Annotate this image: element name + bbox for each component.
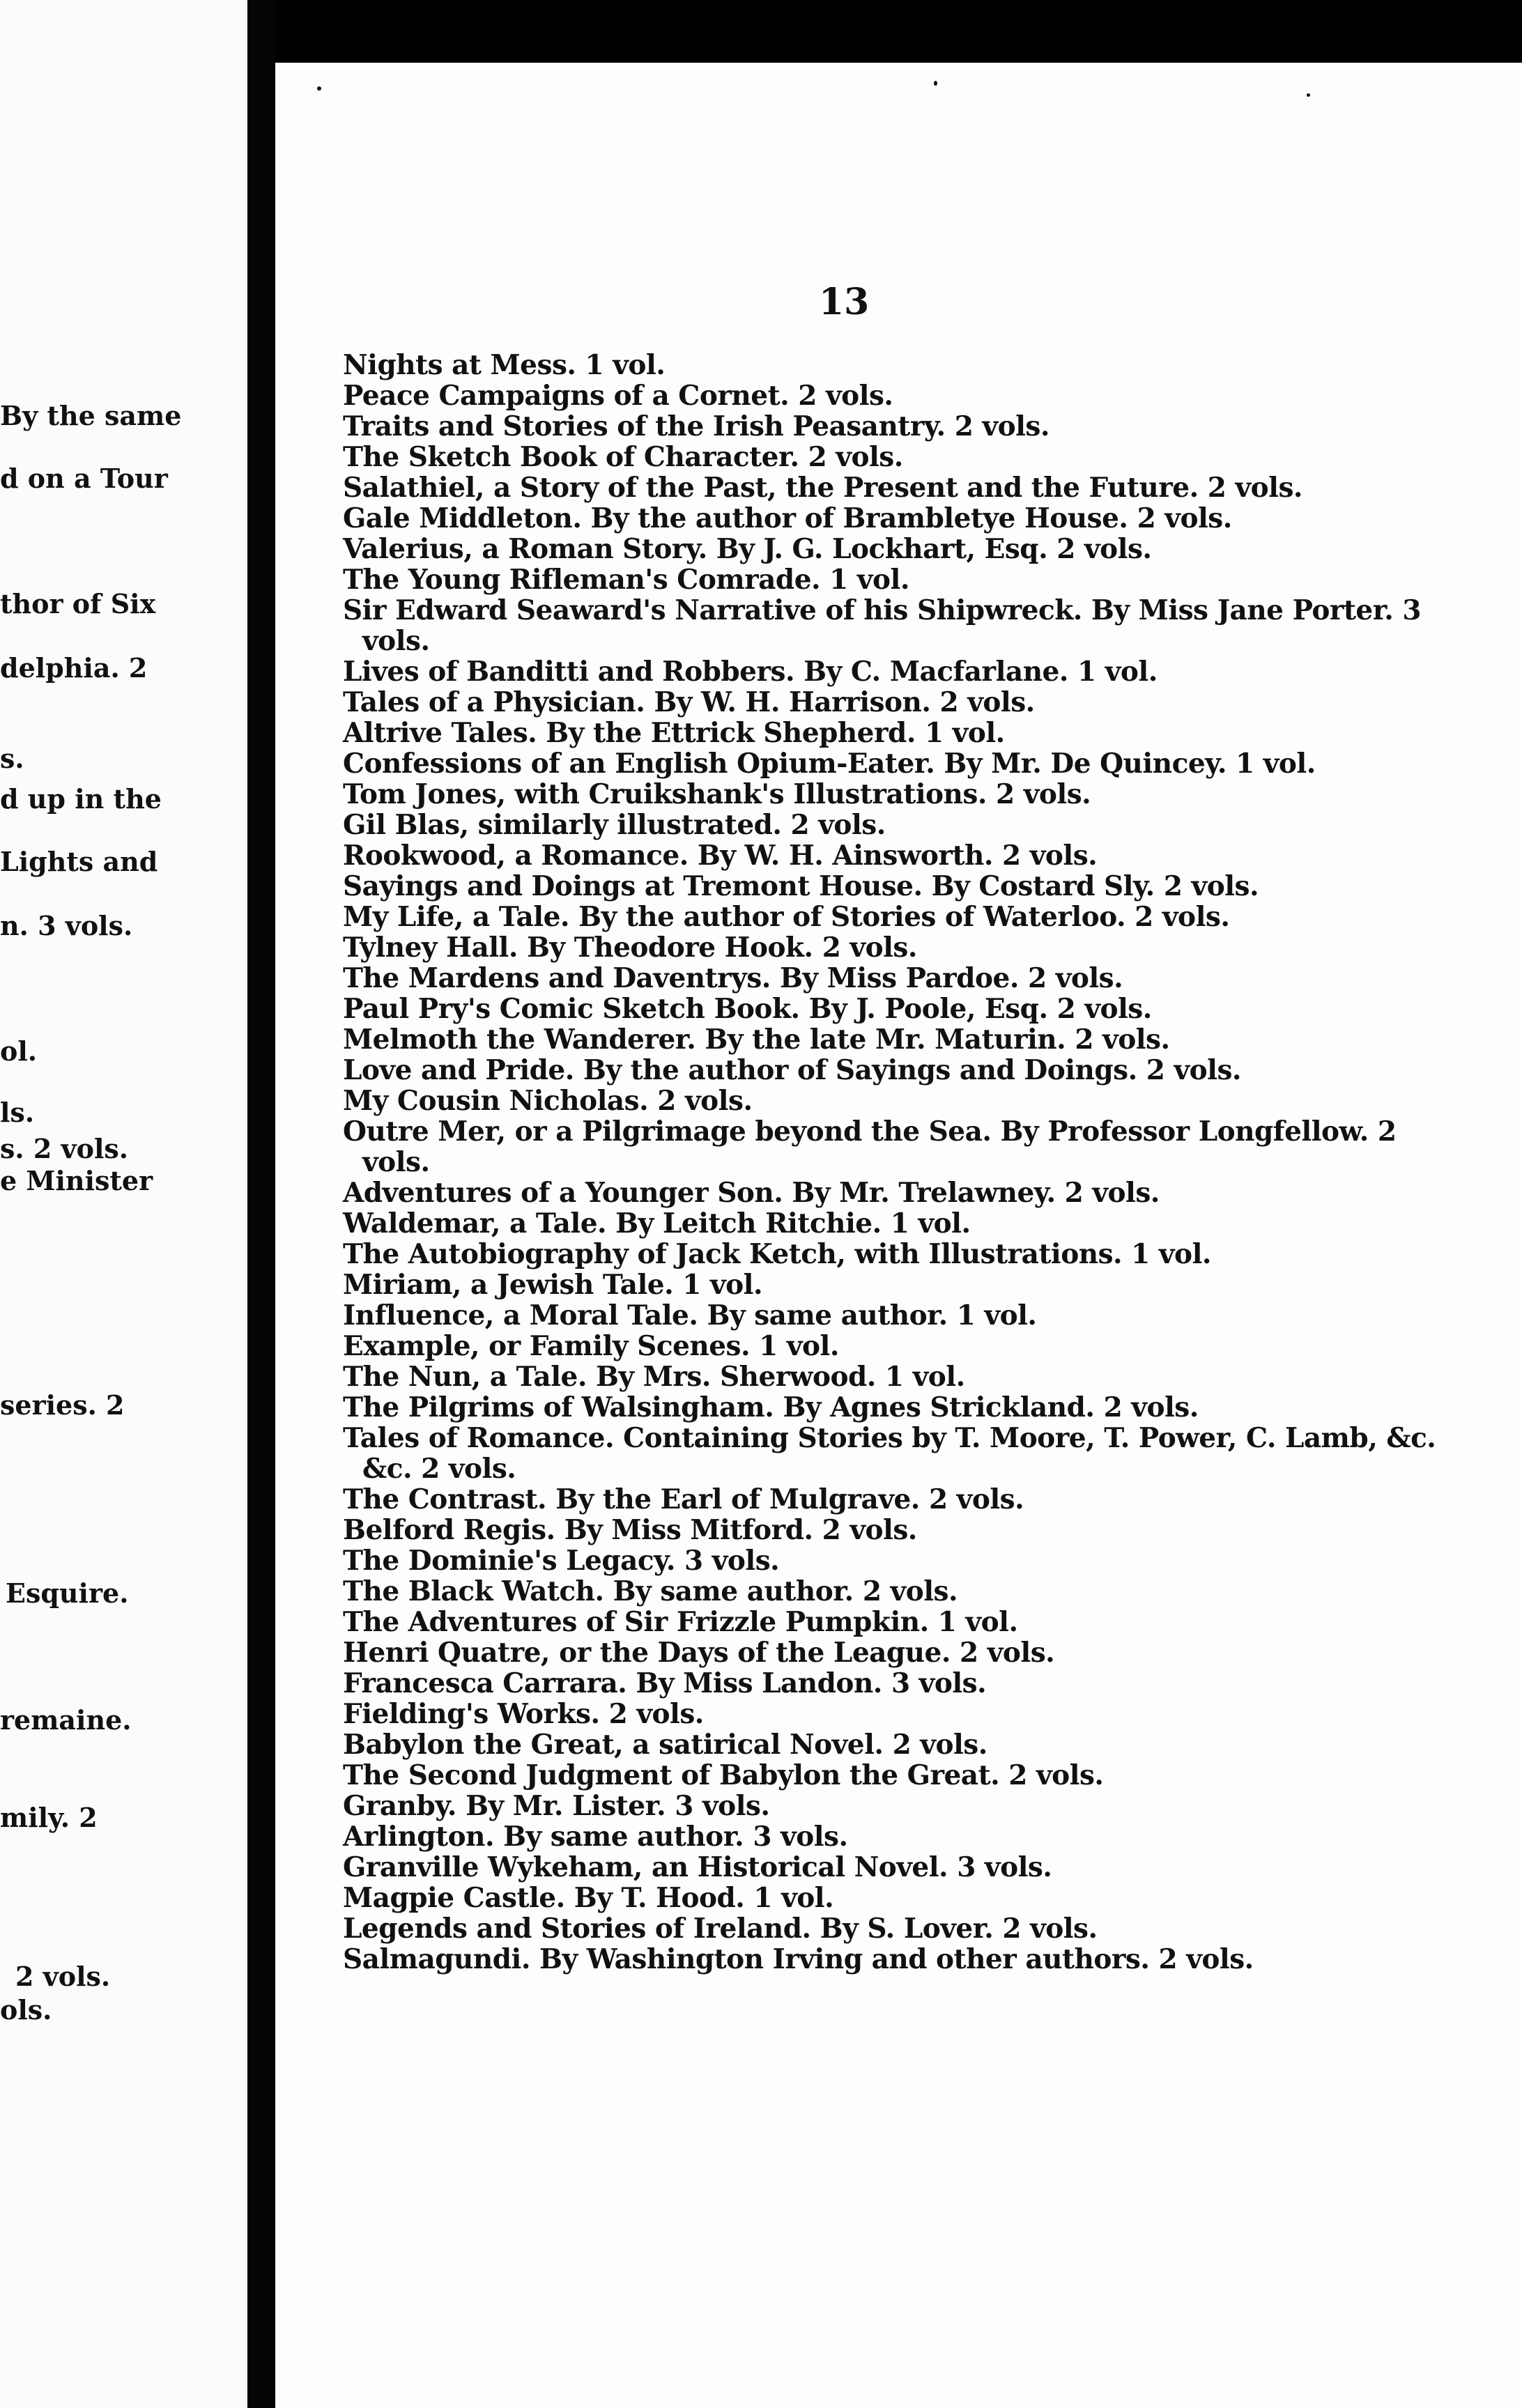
left-page-line: 2 vols. [15, 1961, 111, 1992]
list-item: Traits and Stories of the Irish Peasantry. 2 vols. [343, 410, 1050, 442]
list-item: My Life, a Tale. By the author of Stories of Waterloo. 2 vols. [343, 901, 1230, 933]
print-speck [1307, 93, 1310, 97]
list-item: Salmagundi. By Washington Irving and other authors. 2 vols. [343, 1943, 1254, 1975]
left-page-line: d on a Tour [0, 463, 168, 494]
list-item: Tylney Hall. By Theodore Hook. 2 vols. [343, 932, 917, 964]
list-item: Paul Pry's Comic Sketch Book. By J. Poole, Esq. 2 vols. [343, 993, 1152, 1025]
list-item: My Cousin Nicholas. 2 vols. [343, 1085, 753, 1117]
list-item: Waldemar, a Tale. By Leitch Ritchie. 1 vol. [343, 1207, 971, 1240]
list-item: Gil Blas, similarly illustrated. 2 vols. [343, 809, 886, 841]
list-item: The Mardens and Daventrys. By Miss Pardoe. 2 vols. [343, 962, 1123, 994]
list-item: Babylon the Great, a satirical Novel. 2 vols. [343, 1729, 987, 1761]
list-item: The Young Rifleman's Comrade. 1 vol. [343, 564, 909, 596]
left-page-line: remaine. [0, 1704, 132, 1736]
list-item: Sir Edward Seaward's Narrative of his Shipwreck. By Miss Jane Porter. 3 vols. [343, 594, 1421, 657]
list-item: Tales of a Physician. By W. H. Harrison. 2 vols. [343, 686, 1035, 718]
left-page-line: series. 2 [0, 1389, 125, 1421]
list-item: The Second Judgment of Babylon the Great. 2 vols. [343, 1759, 1104, 1791]
list-item: The Contrast. By the Earl of Mulgrave. 2 vols. [343, 1483, 1024, 1515]
list-item: Francesca Carrara. By Miss Landon. 3 vols. [343, 1667, 987, 1699]
list-item: Legends and Stories of Ireland. By S. Lover. 2 vols. [343, 1913, 1098, 1945]
list-item: The Adventures of Sir Frizzle Pumpkin. 1 vol. [343, 1606, 1018, 1638]
list-item: The Pilgrims of Walsingham. By Agnes Strickland. 2 vols. [343, 1391, 1199, 1423]
left-page-line: ls. [0, 1097, 35, 1128]
list-item: Arlington. By same author. 3 vols. [343, 1821, 848, 1853]
right-page [275, 63, 1522, 2408]
list-item: Love and Pride. By the author of Sayings and Doings. 2 vols. [343, 1054, 1242, 1086]
left-page-line: ol. [0, 1035, 38, 1067]
list-item: Melmoth the Wanderer. By the late Mr. Maturin. 2 vols. [343, 1024, 1170, 1056]
list-item: Example, or Family Scenes. 1 vol. [343, 1330, 839, 1362]
list-item: Salathiel, a Story of the Past, the Present and the Future. 2 vols. [343, 472, 1302, 504]
list-item: Confessions of an English Opium-Eater. By Mr. De Quincey. 1 vol. [343, 748, 1316, 780]
list-item: Magpie Castle. By T. Hood. 1 vol. [343, 1882, 834, 1914]
list-item: Tom Jones, with Cruikshank's Illustrations. 2 vols. [343, 778, 1091, 810]
print-speck [317, 86, 321, 91]
list-item: The Sketch Book of Character. 2 vols. [343, 441, 903, 473]
list-item: Adventures of a Younger Son. By Mr. Trelawney. 2 vols. [343, 1177, 1160, 1209]
left-page-line: ols. [0, 1994, 52, 2025]
list-item: Henri Quatre, or the Days of the League. 2 vols. [343, 1637, 1055, 1669]
list-item: Influence, a Moral Tale. By same author. 1 vol. [343, 1299, 1037, 1332]
list-item: The Dominie's Legacy. 3 vols. [343, 1545, 780, 1577]
left-page-line: delphia. 2 [0, 652, 148, 684]
page-number: 13 [819, 281, 870, 323]
list-item: The Black Watch. By same author. 2 vols. [343, 1575, 958, 1607]
list-item: Lives of Banditti and Robbers. By C. Macfarlane. 1 vol. [343, 656, 1158, 688]
left-page-line: thor of Six [0, 588, 156, 619]
list-item: Tales of Romance. Containing Stories by T. Moore, T. Power, C. Lamb, &c. &c. 2 vols. [343, 1422, 1436, 1485]
book-list [343, 350, 1472, 1975]
left-page-line: n. 3 vols. [0, 910, 133, 941]
left-page-line: Esquire. [6, 1577, 129, 1609]
left-page-line: Lights and [0, 846, 158, 877]
left-page-line: mily. 2 [0, 1802, 98, 1833]
list-item: Peace Campaigns of a Cornet. 2 vols. [343, 380, 893, 412]
list-item: Valerius, a Roman Story. By J. G. Lockhart, Esq. 2 vols. [343, 533, 1152, 565]
left-page-line: e Minister [0, 1165, 153, 1196]
list-item: Fielding's Works. 2 vols. [343, 1698, 704, 1730]
list-item: Sayings and Doings at Tremont House. By Costard Sly. 2 vols. [343, 870, 1259, 902]
list-item: Belford Regis. By Miss Mitford. 2 vols. [343, 1514, 917, 1546]
left-page-line: s. [0, 743, 24, 774]
left-page-line: s. 2 vols. [0, 1133, 129, 1164]
list-item: The Autobiography of Jack Ketch, with Illustrations. 1 vol. [343, 1238, 1211, 1270]
list-item: Miriam, a Jewish Tale. 1 vol. [343, 1269, 763, 1301]
list-item: Altrive Tales. By the Ettrick Shepherd. 1 vol. [343, 717, 1005, 749]
print-speck [934, 81, 937, 86]
list-item: The Nun, a Tale. By Mrs. Sherwood. 1 vol. [343, 1361, 965, 1393]
list-item: Nights at Mess. 1 vol. [343, 349, 666, 381]
left-page-fragment [0, 0, 247, 2408]
list-item: Gale Middleton. By the author of Brambletye House. 2 vols. [343, 502, 1232, 534]
book-gutter [247, 0, 275, 2408]
list-item: Rookwood, a Romance. By W. H. Ainsworth. 2 vols. [343, 840, 1098, 872]
list-item: Outre Mer, or a Pilgrimage beyond the Sea. By Professor Longfellow. 2 vols. [343, 1116, 1397, 1178]
list-item: Granby. By Mr. Lister. 3 vols. [343, 1790, 770, 1822]
left-page-line: By the same [0, 400, 182, 431]
left-page-line: d up in the [0, 783, 162, 815]
list-item: Granville Wykeham, an Historical Novel. 3 vols. [343, 1851, 1052, 1883]
